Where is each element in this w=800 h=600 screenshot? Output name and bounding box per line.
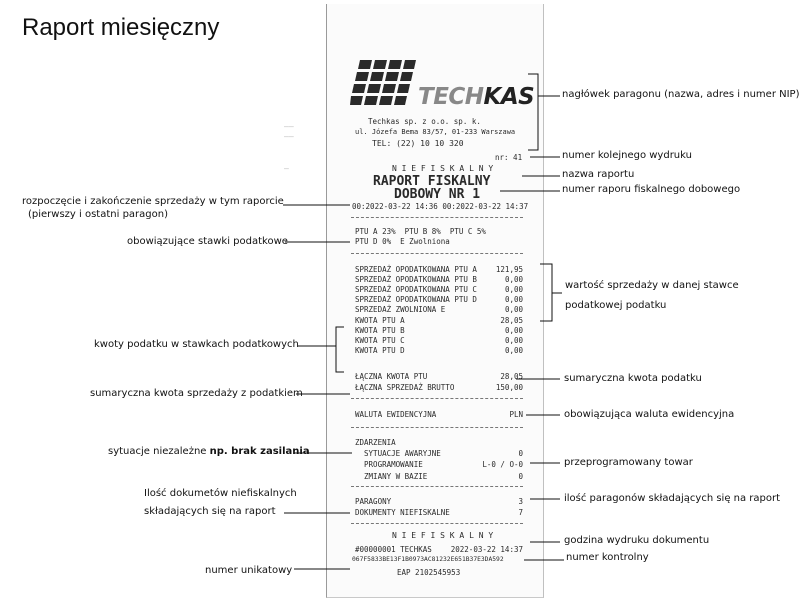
annotation-start-end: rozpoczęcie i zakończenie sprzedaży w tym raporcie [22, 196, 284, 207]
annotation-independent-situations [108, 446, 310, 459]
row-label: SPRZEDAŻ ZWOLNIONA E [355, 305, 446, 314]
row-value: 0,00 [504, 285, 523, 294]
date-to: 00:2022-03-22 14:37 [442, 202, 529, 211]
annotation-print-number: numer kolejnego wydruku [562, 150, 692, 161]
row-label: ŁĄCZNA SPRZEDAŻ BRUTTO [355, 383, 455, 392]
annotation-independent-example: np. brak zasilania [209, 446, 310, 457]
row-label: WALUTA EWIDENCYJNA [355, 410, 437, 419]
row-label: SPRZEDAŻ OPODATKOWANA PTU A [355, 265, 477, 274]
row-label: ŁĄCZNA KWOTA PTU [355, 372, 428, 381]
annotation-total-tax: sumaryczna kwota podatku [564, 373, 702, 384]
annotation-receipts-count: ilość paragonów składających się na raport [564, 493, 781, 504]
cash-register-id: #00000001 TECHKAS [355, 545, 432, 554]
nonfiscal-header: N I E F I S K A L N Y [392, 164, 494, 173]
row-value: 150,00 [495, 383, 523, 392]
company-address: ul. Józefa Bema 83/57, 01-233 Warszawa [355, 128, 516, 136]
row-label: KWOTA PTU C [355, 336, 405, 345]
tax-rate: PTU C 5% [449, 227, 486, 236]
annotation-sales-value: wartość sprzedaży w danej stawce [565, 280, 739, 291]
company-phone: TEL: (22) 10 10 320 [372, 139, 464, 148]
row-label: KWOTA PTU D [355, 346, 405, 355]
side-marks: –– –– – [284, 122, 294, 173]
row-value: 0 [518, 472, 523, 481]
row-value: 0,00 [504, 305, 523, 314]
date-from: 00:2022-03-22 14:36 [352, 202, 438, 211]
row-value: 0,00 [504, 346, 523, 355]
row-value: 0,00 [504, 275, 523, 284]
row-label: SPRZEDAŻ OPODATKOWANA PTU D [355, 295, 477, 304]
annotation-header: nagłówek paragonu (nazwa, adres i numer NIP) [562, 89, 800, 100]
row-label: DOKUMENTY NIEFISKALNE [355, 508, 450, 517]
row-value: L-0 / O-0 [482, 460, 523, 469]
annotation-print-time: godzina wydruku dokumentu [564, 535, 710, 546]
annotation-independent-text: sytuacje niezależne [108, 446, 210, 457]
page-title: Raport miesięczny [22, 14, 220, 41]
row-value: 121,95 [495, 265, 523, 274]
row-label: KWOTA PTU B [355, 326, 405, 335]
row-label: PROGRAMOWANIE [355, 460, 423, 469]
row-value: 28,05 [500, 372, 523, 381]
tax-rate: PTU A 23% [355, 227, 396, 236]
row-label: KWOTA PTU A [355, 316, 405, 325]
annotation-nonfiscal-docs-2: składających się na raport [144, 506, 276, 517]
row-value: 7 [518, 508, 523, 517]
annotation-nonfiscal-docs: Ilość dokumetów niefiskalnych [144, 488, 297, 499]
row-value: 0,00 [504, 336, 523, 345]
logo-text-light: TECH [418, 84, 484, 110]
tax-rate: PTU B 8% [404, 227, 441, 236]
annotation-report-name: nazwa raportu [562, 169, 635, 180]
tax-rate: PTU D 0% [355, 237, 392, 246]
annotation-start-end-note: (pierwszy i ostatni paragon) [28, 209, 168, 220]
row-value: 0 [518, 449, 523, 458]
annotation-report-number: numer raporu fiskalnego dobowego [562, 184, 741, 195]
row-label: SPRZEDAŻ OPODATKOWANA PTU C [355, 285, 477, 294]
annotation-tax-amounts: kwoty podatku w stawkach podatkowych [94, 339, 299, 350]
print-number: nr: 41 [495, 153, 523, 162]
row-value: 0,00 [504, 295, 523, 304]
row-label: SPRZEDAŻ OPODATKOWANA PTU B [355, 275, 477, 284]
annotation-currency: obowiązująca waluta ewidencyjna [564, 409, 735, 420]
annotation-control-number: numer kontrolny [566, 552, 649, 563]
footer-nonfiscal-header: N I E F I S K A L N Y [392, 531, 494, 540]
annotation-total-sales: sumaryczna kwota sprzedaży z podatkiem [90, 388, 303, 399]
row-value: 28,05 [500, 316, 523, 325]
row-value: 3 [518, 497, 523, 506]
control-number: 067F5833BE13F1B0973AC81232E651B37E3DA592 [352, 556, 504, 563]
row-label: ZDARZENIA [355, 438, 396, 447]
report-subtitle: DOBOWY NR 1 [394, 187, 481, 202]
row-label: PARAGONY [355, 497, 392, 506]
annotation-tax-rates: obowiązujące stawki podatkowe [127, 236, 288, 247]
tax-rate: E Zwolniona [400, 237, 450, 246]
print-datetime: 2022-03-22 14:37 [450, 545, 523, 554]
logo-text-bold: KAS [483, 84, 535, 110]
row-value: 0,00 [504, 326, 523, 335]
annotation-sales-value-2: podatkowej podatku [565, 300, 667, 311]
row-label: ZMIANY W BAZIE [355, 472, 428, 481]
row-label: SYTUACJE AWARYJNE [355, 449, 441, 458]
unique-number: EAP 2102545953 [397, 568, 461, 577]
row-value: PLN [509, 410, 523, 419]
annotation-unique-number: numer unikatowy [205, 565, 293, 576]
report-title: RAPORT FISKALNY [373, 174, 491, 189]
annotation-reprogrammed: przeprogramowany towar [564, 457, 693, 468]
company-name: Techkas sp. z o.o. sp. k. [368, 117, 481, 126]
